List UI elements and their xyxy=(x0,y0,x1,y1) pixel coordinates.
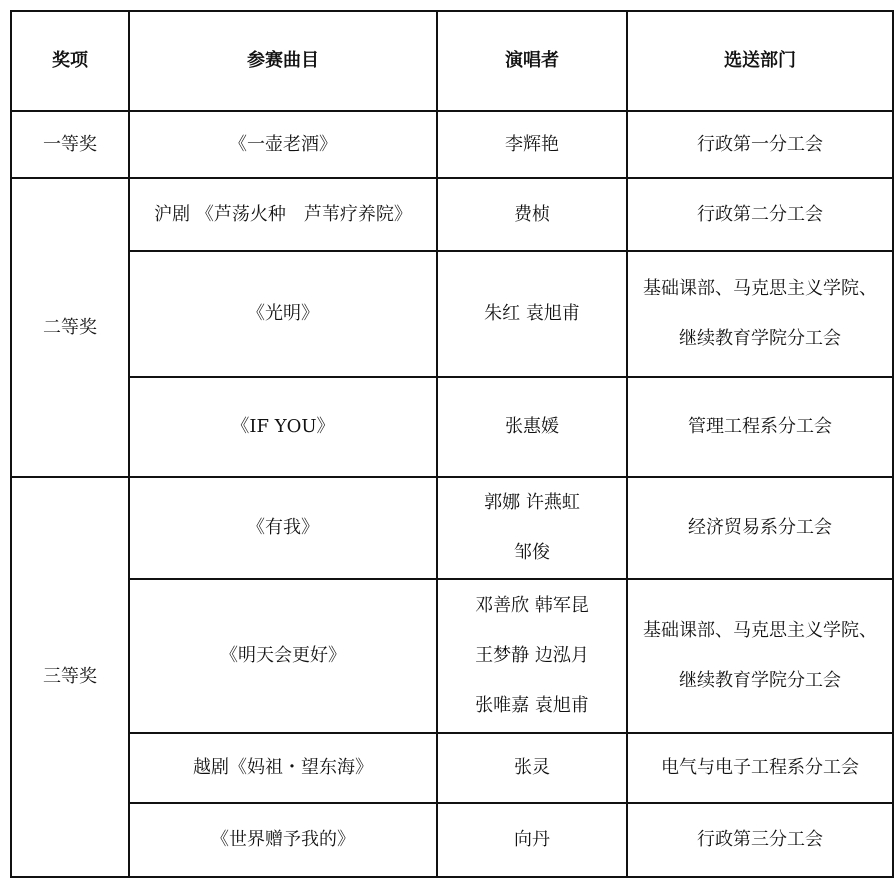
department-name: 电气与电子工程系分工会 xyxy=(661,757,859,778)
performer-cell xyxy=(437,803,627,877)
table-row xyxy=(11,111,893,178)
performer-name: 费桢 xyxy=(514,203,550,225)
department-name: 管理工程系分工会 xyxy=(688,416,832,437)
award-cell-third: 三等奖 xyxy=(11,477,129,877)
department-name: 继续教育学院分工会 xyxy=(679,670,841,691)
department-name: 行政第三分工会 xyxy=(697,829,823,850)
performer-cell xyxy=(437,733,627,803)
department-name: 继续教育学院分工会 xyxy=(679,328,841,349)
song-cell: 《有我》 xyxy=(129,477,437,579)
header-row xyxy=(11,11,893,111)
department-name: 基础课部、马克思主义学院、 xyxy=(643,620,877,641)
header-award: 奖项 xyxy=(11,11,129,111)
table-row xyxy=(11,377,893,477)
performer-name: 向丹 xyxy=(514,829,550,850)
award-cell-second: 二等奖 xyxy=(11,178,129,477)
department-cell xyxy=(627,377,893,477)
department-name: 行政第一分工会 xyxy=(697,133,823,155)
department-cell xyxy=(627,579,893,733)
header-department: 选送部门 xyxy=(627,11,893,111)
performer-name: 张灵 xyxy=(514,757,550,778)
header-performer: 演唱者 xyxy=(437,11,627,111)
performer-name: 邹俊 xyxy=(514,542,550,563)
performer-cell xyxy=(437,251,627,377)
table-row xyxy=(11,178,893,251)
song-cell: 《光明》 xyxy=(129,251,437,377)
table-row xyxy=(11,579,893,733)
table-row xyxy=(11,251,893,377)
song-cell: 《明天会更好》 xyxy=(129,579,437,733)
performer-name: 邓善欣 韩军昆 xyxy=(475,595,589,616)
performer-cell xyxy=(437,377,627,477)
table-row xyxy=(11,477,893,579)
performer-cell xyxy=(437,178,627,251)
department-cell xyxy=(627,251,893,377)
award-cell-first: 一等奖 xyxy=(11,111,129,178)
performer-name: 王梦静 边泓月 xyxy=(475,645,589,666)
header-song: 参赛曲目 xyxy=(129,11,437,111)
awards-table xyxy=(10,10,894,878)
performer-name: 李辉艳 xyxy=(505,133,559,155)
song-cell: 《世界赠予我的》 xyxy=(129,803,437,877)
performer-cell xyxy=(437,111,627,178)
performer-cell xyxy=(437,579,627,733)
table-row xyxy=(11,733,893,803)
song-cell: 《IF YOU》 xyxy=(129,377,437,477)
performer-name: 郭娜 许燕虹 xyxy=(484,492,580,513)
department-cell xyxy=(627,111,893,178)
performer-cell xyxy=(437,477,627,579)
department-cell xyxy=(627,477,893,579)
performer-name: 张惠媛 xyxy=(505,416,559,437)
department-name: 经济贸易系分工会 xyxy=(688,517,832,538)
song-cell: 《一壶老酒》 xyxy=(129,111,437,178)
department-name: 行政第二分工会 xyxy=(697,203,823,225)
department-cell xyxy=(627,733,893,803)
performer-name: 朱红 袁旭甫 xyxy=(484,303,580,324)
department-name: 基础课部、马克思主义学院、 xyxy=(643,278,877,299)
song-cell: 越剧《妈祖・望东海》 xyxy=(129,733,437,803)
department-cell xyxy=(627,178,893,251)
performer-name: 张唯嘉 袁旭甫 xyxy=(475,695,589,716)
table-row xyxy=(11,803,893,877)
song-cell: 沪剧 《芦荡火种 芦苇疗养院》 xyxy=(129,178,437,251)
department-cell xyxy=(627,803,893,877)
